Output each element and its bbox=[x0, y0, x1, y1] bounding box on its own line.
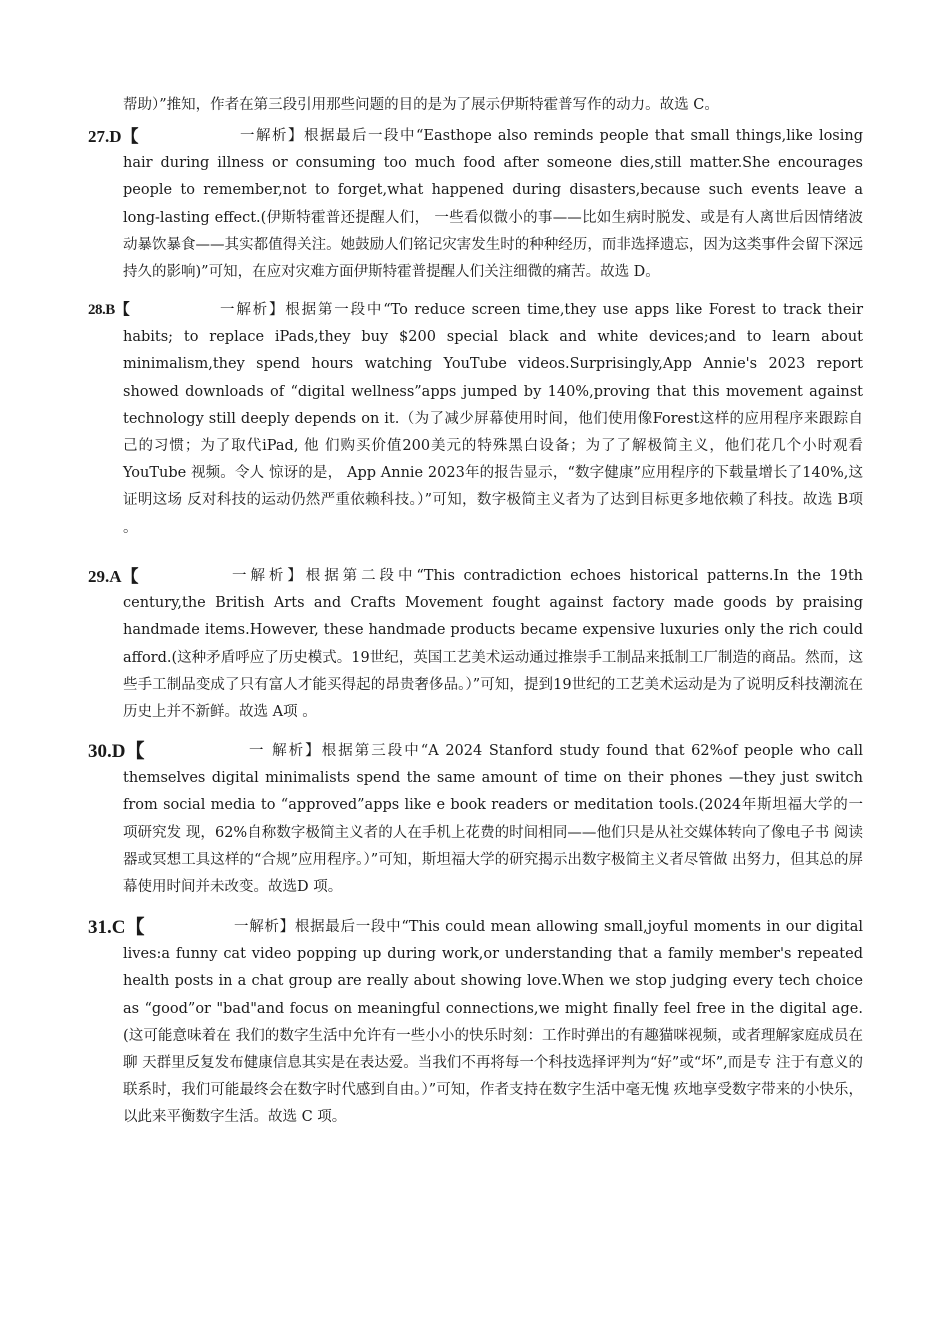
open-bracket: 【 bbox=[114, 302, 130, 318]
explanation-text: 根据第一段中“To reduce screen time,they use apps like Forest to track their habits; to replace iPads,they buy $200 special black and white devices;and to learn about minimalism,they spend hours watching YouTube videos.Surprisingly,App Annie's 2023 report showed downloads of “digital wellness”apps jumped by 140%,proving that this movement against technology still deeply depends on it.（为了减少屏幕使用时间，他们使用像Forest这样的应用程序来跟踪自己的习惯；为了取代iPad, 他 们购买价值200美元的特殊黑白设备；为了了解极简主义，他们花几个小时观看YouTube 视频。令人 惊讶的是， App Annie 2023年的报告显示，“数字健康”应用程序的下载量增长了140%,这证明这场 反对科技的运动仍然严重依赖科技。）”可知，数字极简主义者为了达到目标更多地依赖了科技。故选 B项 。 bbox=[123, 302, 863, 536]
open-bracket: 【 bbox=[121, 567, 139, 586]
question-number bbox=[88, 123, 139, 150]
open-bracket: 【 bbox=[121, 127, 139, 146]
question-number bbox=[88, 738, 145, 765]
explanation-text: 根据最后一段中“Easthope also reminds people that small things,like losing hair during illness or consuming too much food after someone dies,still matter.She encourages people to remember,not to forget,what happened during disasters,because such events leave a long-lasting effect.(伊斯特霍普还提醒人们， 一些看似微小的事——比如生病时脱发、或是有人离世后因情绪波动暴饮暴食——其实都值得关注。她鼓励人们铭记灾害发生时的种种经历，而非选择遗忘，因为这类事件会留下深远持久的影响)”可知，在应对灾难方面伊斯特霍普提醒人们关注细微的痛苦。故选 D。 bbox=[123, 128, 864, 281]
explanation bbox=[123, 123, 863, 286]
answer-31 bbox=[88, 914, 863, 1132]
question-number bbox=[88, 914, 145, 941]
open-bracket: 【 bbox=[125, 917, 145, 938]
explanation bbox=[123, 914, 863, 1132]
answer-label: 29.A bbox=[88, 567, 122, 586]
explanation bbox=[123, 297, 863, 542]
answer-label: 30.D bbox=[88, 741, 126, 762]
answer-label: 27.D bbox=[88, 127, 122, 146]
question-number bbox=[88, 563, 139, 590]
analysis-tag: 一解析】 bbox=[232, 568, 306, 584]
explanation bbox=[123, 563, 863, 726]
analysis-tag: 一解析】 bbox=[240, 128, 304, 144]
explanation-text: 根据第三段中“A 2024 Stanford study found that 62%of people who call themselves digital minimalists spend the same amount of time on their phones —they just switch from social media to “approved”apps like e book readers or meditation tools.(2024年斯坦福大学的一项研究发 现，62%自称数字极简主义者的人在手机上花费的时间相同——他们只是从社交媒体转向了像电子书 阅读器或冥想工具这样的“合规”应用程序。）”可知，斯坦福大学的研究揭示出数字极简主义者尽管做 出努力，但其总的屏幕使用时间并未改变。故选D 项。 bbox=[123, 743, 863, 896]
question-number bbox=[88, 297, 129, 324]
answer-label: 31.C bbox=[88, 917, 126, 938]
answer-28 bbox=[88, 297, 863, 542]
explanation-text: 根据最后一段中“This could mean allowing small,joyful moments in our digital lives:a funny cat video popping up during work,or understanding that a family member's repeated health posts in a chat group are really about showing love.When we stop judging every tech choice as “good”or "bad"and focus on meaningful connections,we might finally feel free in the digital age.(这可能意味着在 我们的数字生活中允许有一些小小的快乐时刻：工作时弹出的有趣猫咪视频，或者理解家庭成员在聊 天群里反复发布健康信息其实是在表达爱。当我们不再将每一个科技选择评判为“好”或“坏”,而是专 注于有意义的联系时，我们可能最终会在数字时代感到自由。）”可知，作者支持在数字生活中毫无愧 疚地享受数字带来的小快乐，以此来平衡数字生活。故选 C 项。 bbox=[123, 919, 864, 1126]
answer-27 bbox=[88, 123, 863, 286]
analysis-tag: 一解析】 bbox=[234, 919, 295, 935]
analysis-tag: 一解析】 bbox=[220, 302, 286, 318]
answer-30 bbox=[88, 738, 863, 901]
analysis-tag: 一 解析】 bbox=[249, 743, 322, 759]
intro-paragraph: 帮助）”推知，作者在第三段引用那些问题的目的是为了展示伊斯特霍普写作的动力。故选 C。 bbox=[123, 97, 719, 113]
explanation bbox=[123, 738, 863, 901]
answer-29 bbox=[88, 563, 863, 726]
answer-label: 28.B bbox=[88, 302, 115, 318]
open-bracket: 【 bbox=[125, 741, 145, 762]
explanation-text: 根据第二段中“This contradiction echoes historical patterns.In the 19th century,the British Arts and Crafts Movement fought against factory made goods by praising handmade items.However, these handmade products became expensive luxuries only the rich could afford.(这种矛盾呼应了历史模式。19世纪，英国工艺美术运动通过推崇手工制品来抵制工厂制造的商品。然而，这些手工制品变成了只有富人才能买得起的昂贵奢侈品。）”可知，提到19世纪的工艺美术运动是为了说明反科技潮流在 历史上并不新鲜。故选 A项 。 bbox=[123, 568, 863, 721]
